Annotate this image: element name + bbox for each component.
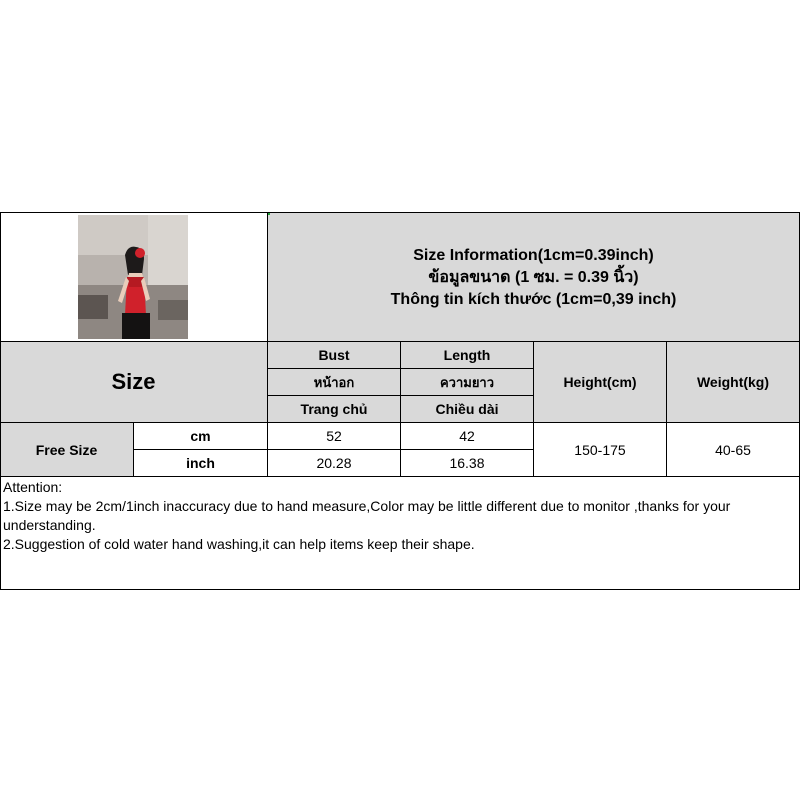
height-header: Height(cm) — [563, 374, 637, 390]
weight-value: 40-65 — [715, 441, 751, 458]
weight-header: Weight(kg) — [696, 374, 770, 390]
length-header-th: ความยาว — [439, 374, 495, 390]
title-vietnamese: Thông tin kích thước (1cm=0,39 inch) — [390, 291, 677, 308]
grid-line — [666, 341, 667, 476]
bust-header-vi: Trang chủ — [300, 401, 368, 417]
bust-header-th: หน้าอก — [313, 374, 355, 390]
bust-inch-value: 20.28 — [316, 455, 352, 471]
attention-line-1: 1.Size may be 2cm/1inch inaccuracy due to hand measure,Color may be little different due to monitor ,thanks for your understanding. — [3, 498, 731, 533]
attention-notes — [0, 477, 800, 589]
grid-line — [0, 589, 800, 590]
length-header-en: Length — [443, 347, 491, 363]
title-thai: ข้อมูลขนาด (1 ซม. = 0.39 นิ้ว) — [428, 269, 639, 286]
title-english: Size Information(1cm=0.39inch) — [413, 247, 654, 264]
size-header: Size — [111, 369, 156, 394]
bust-cm-value: 52 — [326, 428, 342, 444]
free-size-label: Free Size — [35, 441, 98, 458]
length-cm-value: 42 — [459, 428, 475, 444]
length-inch-value: 16.38 — [449, 455, 485, 471]
unit-cm: cm — [190, 428, 211, 444]
grid-line — [0, 212, 800, 213]
bust-header-en: Bust — [318, 347, 350, 363]
grid-line — [133, 422, 134, 476]
height-value: 150-175 — [574, 441, 626, 458]
grid-line — [267, 212, 268, 476]
grid-line — [0, 212, 1, 590]
grid-line — [400, 341, 401, 476]
grid-line — [0, 476, 800, 477]
grid-line — [133, 449, 533, 450]
length-header-vi: Chiều dài — [435, 401, 499, 417]
unit-inch: inch — [186, 455, 215, 471]
header-title-block — [268, 242, 799, 314]
grid-line — [533, 341, 534, 476]
attention-heading: Attention: — [3, 479, 63, 495]
size-chart — [0, 212, 800, 590]
attention-line-2: 2.Suggestion of cold water hand washing,it can help items keep their shape. — [3, 536, 475, 552]
product-photo — [78, 215, 188, 339]
